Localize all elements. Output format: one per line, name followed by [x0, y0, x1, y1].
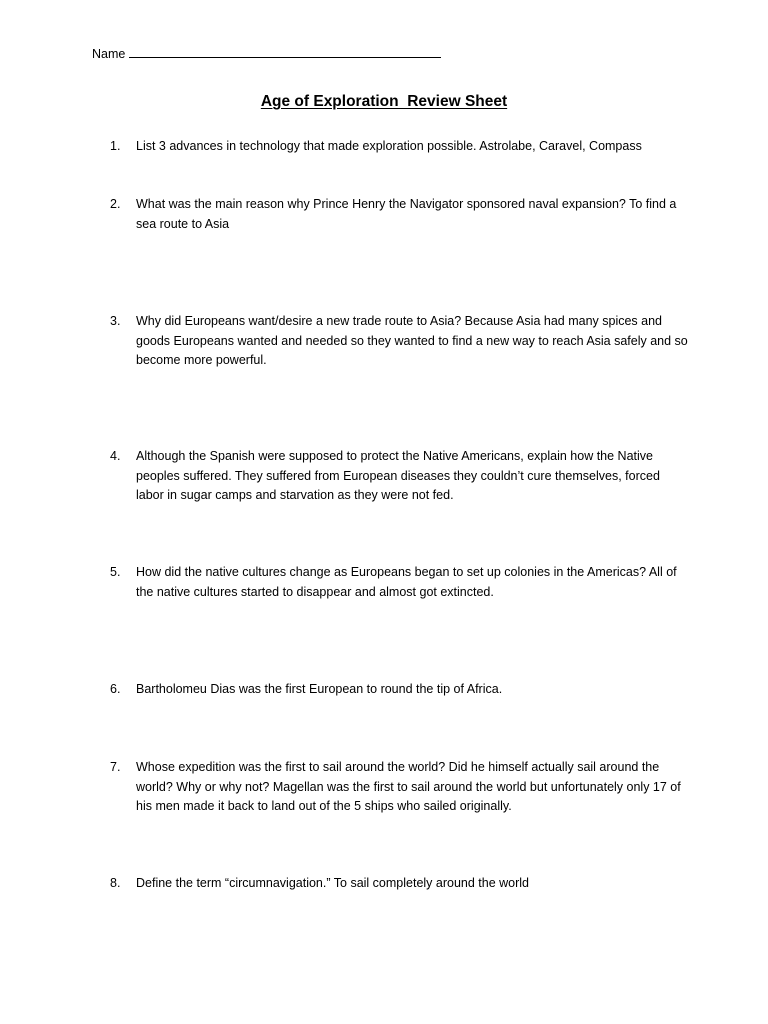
- question-text: What was the main reason why Prince Henry the Navigator sponsored naval expansion? To find a sea route to Asia: [136, 197, 677, 231]
- question-item: [110, 874, 690, 894]
- question-number: 3.: [110, 314, 121, 328]
- question-item: [110, 447, 690, 506]
- question-item: [110, 312, 690, 371]
- question-text: Bartholomeu Dias was the first European to round the tip of Africa.: [136, 682, 503, 696]
- question-number: 2.: [110, 197, 121, 211]
- question-text: List 3 advances in technology that made exploration possible. Astrolabe, Caravel, Compass: [136, 139, 642, 153]
- question-text: Why did Europeans want/desire a new trade route to Asia? Because Asia had many spices and goods Europeans wanted and needed so they wanted to find a new way to reach Asia safely and so become more powerful.: [136, 314, 688, 367]
- question-item: [110, 195, 690, 234]
- question-item: [110, 758, 690, 817]
- question-number: 8.: [110, 876, 121, 890]
- page-title: Age of Exploration Review Sheet: [260, 93, 508, 110]
- question-text: Whose expedition was the first to sail around the world? Did he himself actually sail around the world? Why or why not? Magellan was the first to sail around the world but unfortunately only 17 of his men made it back to land out of the 5 ships who sailed originally.: [136, 760, 681, 813]
- question-item: [110, 680, 690, 700]
- question-number: 4.: [110, 449, 121, 463]
- question-number: 7.: [110, 760, 121, 774]
- question-text: Define the term “circumnavigation.” To sail completely around the world: [136, 876, 530, 890]
- name-label: Name: [92, 47, 126, 61]
- question-text: Although the Spanish were supposed to protect the Native Americans, explain how the Native peoples suffered. They suffered from European diseases they couldn’t cure themselves, forced labor in sugar camps and starvation as they were not fed.: [136, 449, 660, 502]
- question-item: [110, 563, 690, 602]
- question-text: How did the native cultures change as Europeans began to set up colonies in the Americas? All of the native cultures started to disappear and almost got extincted.: [136, 565, 677, 599]
- question-number: 5.: [110, 565, 121, 579]
- name-blank-line: [129, 47, 441, 58]
- question-number: 1.: [110, 139, 121, 153]
- question-item: [110, 137, 690, 157]
- name-field: [92, 47, 441, 61]
- question-number: 6.: [110, 682, 121, 696]
